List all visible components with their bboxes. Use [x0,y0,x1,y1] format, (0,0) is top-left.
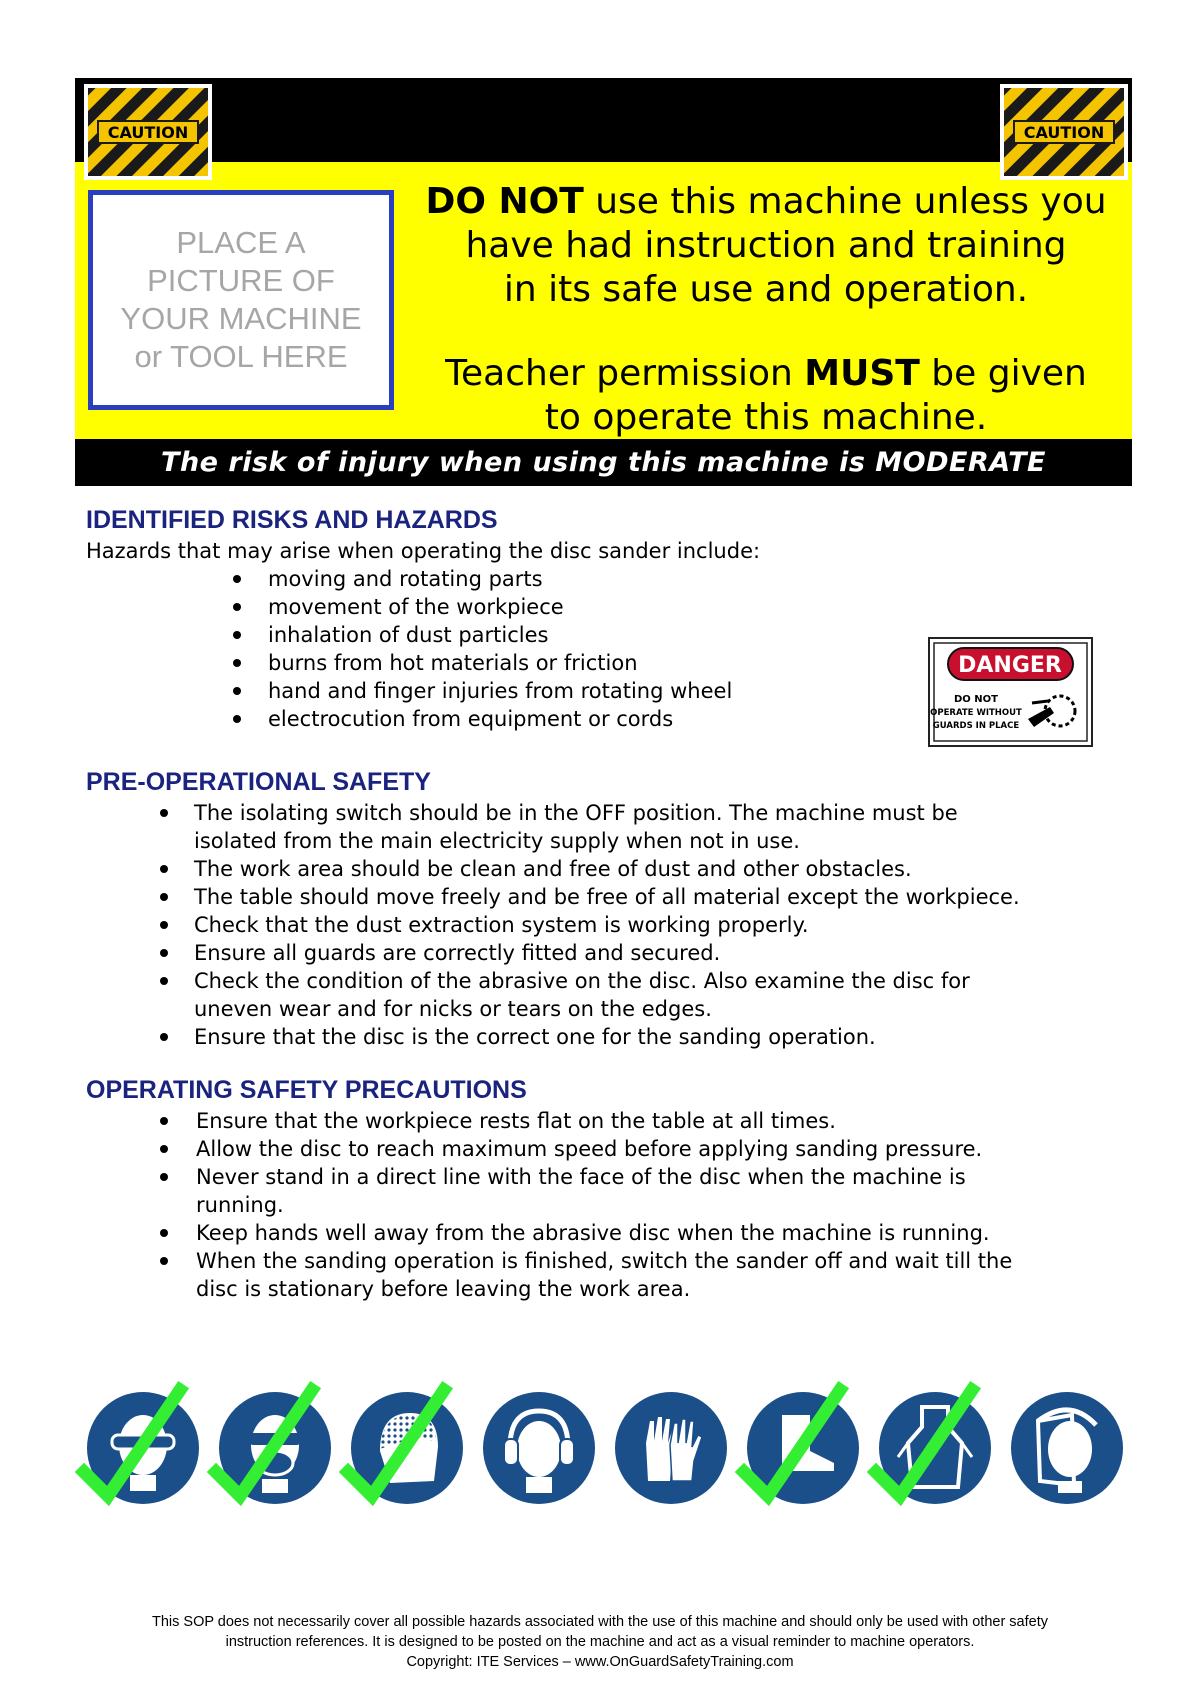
list-item: moving and rotating parts [268,565,868,593]
operating-list [196,1107,1131,1303]
list-item: hand and finger injuries from rotating wheel [268,677,868,705]
photo-placeholder-text: PLACE A PICTURE OF YOUR MACHINE or TOOL HERE [120,225,362,374]
permission-warning [402,352,1130,440]
warning-text: be given to operate this machine. [544,353,1087,438]
footer [80,1612,1120,1672]
caution-sign-right-icon [1000,84,1128,180]
footer-copyright: Copyright: ITE Services – www.OnGuardSafetyTraining.com [406,1654,794,1670]
caution-label: CAUTION [107,123,189,142]
list-item: Check the condition of the abrasive on the disc. Also examine the disc for uneven wear and for nicks or tears on the edges. [194,967,1124,1023]
list-item: Ensure that the workpiece rests flat on the table at all times. [196,1107,1131,1135]
risks-section-title: IDENTIFIED RISKS AND HAZARDS [86,506,498,534]
operating-section-title: OPERATING SAFETY PRECAUTIONS [86,1076,527,1104]
footer-disclaimer: instruction references. It is designed to be posted on the machine and act as a visual reminder to machine operators. [225,1634,975,1650]
machine-photo-placeholder [88,190,394,410]
list-item: burns from hot materials or friction [268,649,868,677]
checkmark-icon [216,1390,312,1496]
checkmark-icon [876,1390,972,1496]
list-item: The table should move freely and be free of all material except the workpiece. [194,883,1124,911]
warning-text: Teacher permission [445,353,805,394]
list-item: Ensure that the disc is the correct one for the sanding operation. [194,1023,1124,1051]
training-warning [402,180,1130,312]
risks-intro: Hazards that may arise when operating the disc sander include: [86,539,761,563]
list-item: The isolating switch should be in the OFF position. The machine must be isolated from the main electricity supply when not in use. [194,799,1124,855]
checkmark-icon [348,1390,444,1496]
list-item: The work area should be clean and free of dust and other obstacles. [194,855,1124,883]
danger-line: GUARDS IN PLACE [932,721,1020,731]
list-item: Ensure all guards are correctly fitted and secured. [194,939,1124,967]
danger-header: DANGER [958,653,1062,678]
risk-level-banner: The risk of injury when using this machine is MODERATE [75,439,1132,486]
caution-sign-left-icon [84,84,212,180]
risk-list [268,565,868,733]
danger-sign-icon [928,637,1093,747]
checkmark-icon [84,1390,180,1496]
pre-operational-list [194,799,1124,1051]
list-item: Allow the disc to reach maximum speed before applying sanding pressure. [196,1135,1131,1163]
list-item: electrocution from equipment or cords [268,705,868,733]
danger-line: DO NOT [954,694,998,705]
header-black-band [75,78,1132,162]
list-item: movement of the workpiece [268,593,868,621]
list-item: inhalation of dust particles [268,621,868,649]
ppe-required-checkmarks [0,1380,1200,1540]
list-item: When the sanding operation is finished, switch the sander off and wait till the disc is stationary before leaving the work area. [196,1247,1131,1303]
caution-label: CAUTION [1023,123,1105,142]
list-item: Check that the dust extraction system is working properly. [194,911,1124,939]
list-item: Never stand in a direct line with the face of the disc when the machine is running. [196,1163,1131,1219]
warning-emphasis: MUST [804,353,920,394]
list-item: Keep hands well away from the abrasive disc when the machine is running. [196,1219,1131,1247]
danger-line: OPERATE WITHOUT [930,708,1022,718]
pre-operational-section-title: PRE-OPERATIONAL SAFETY [86,768,431,796]
footer-disclaimer: This SOP does not necessarily cover all possible hazards associated with the use of this machine and should only be used with other safety [151,1614,1048,1630]
warning-text: use this machine unless you have had instruction and training in its safe use and operation. [465,181,1107,310]
warning-emphasis: DO NOT [425,181,584,222]
checkmark-icon [744,1390,840,1496]
